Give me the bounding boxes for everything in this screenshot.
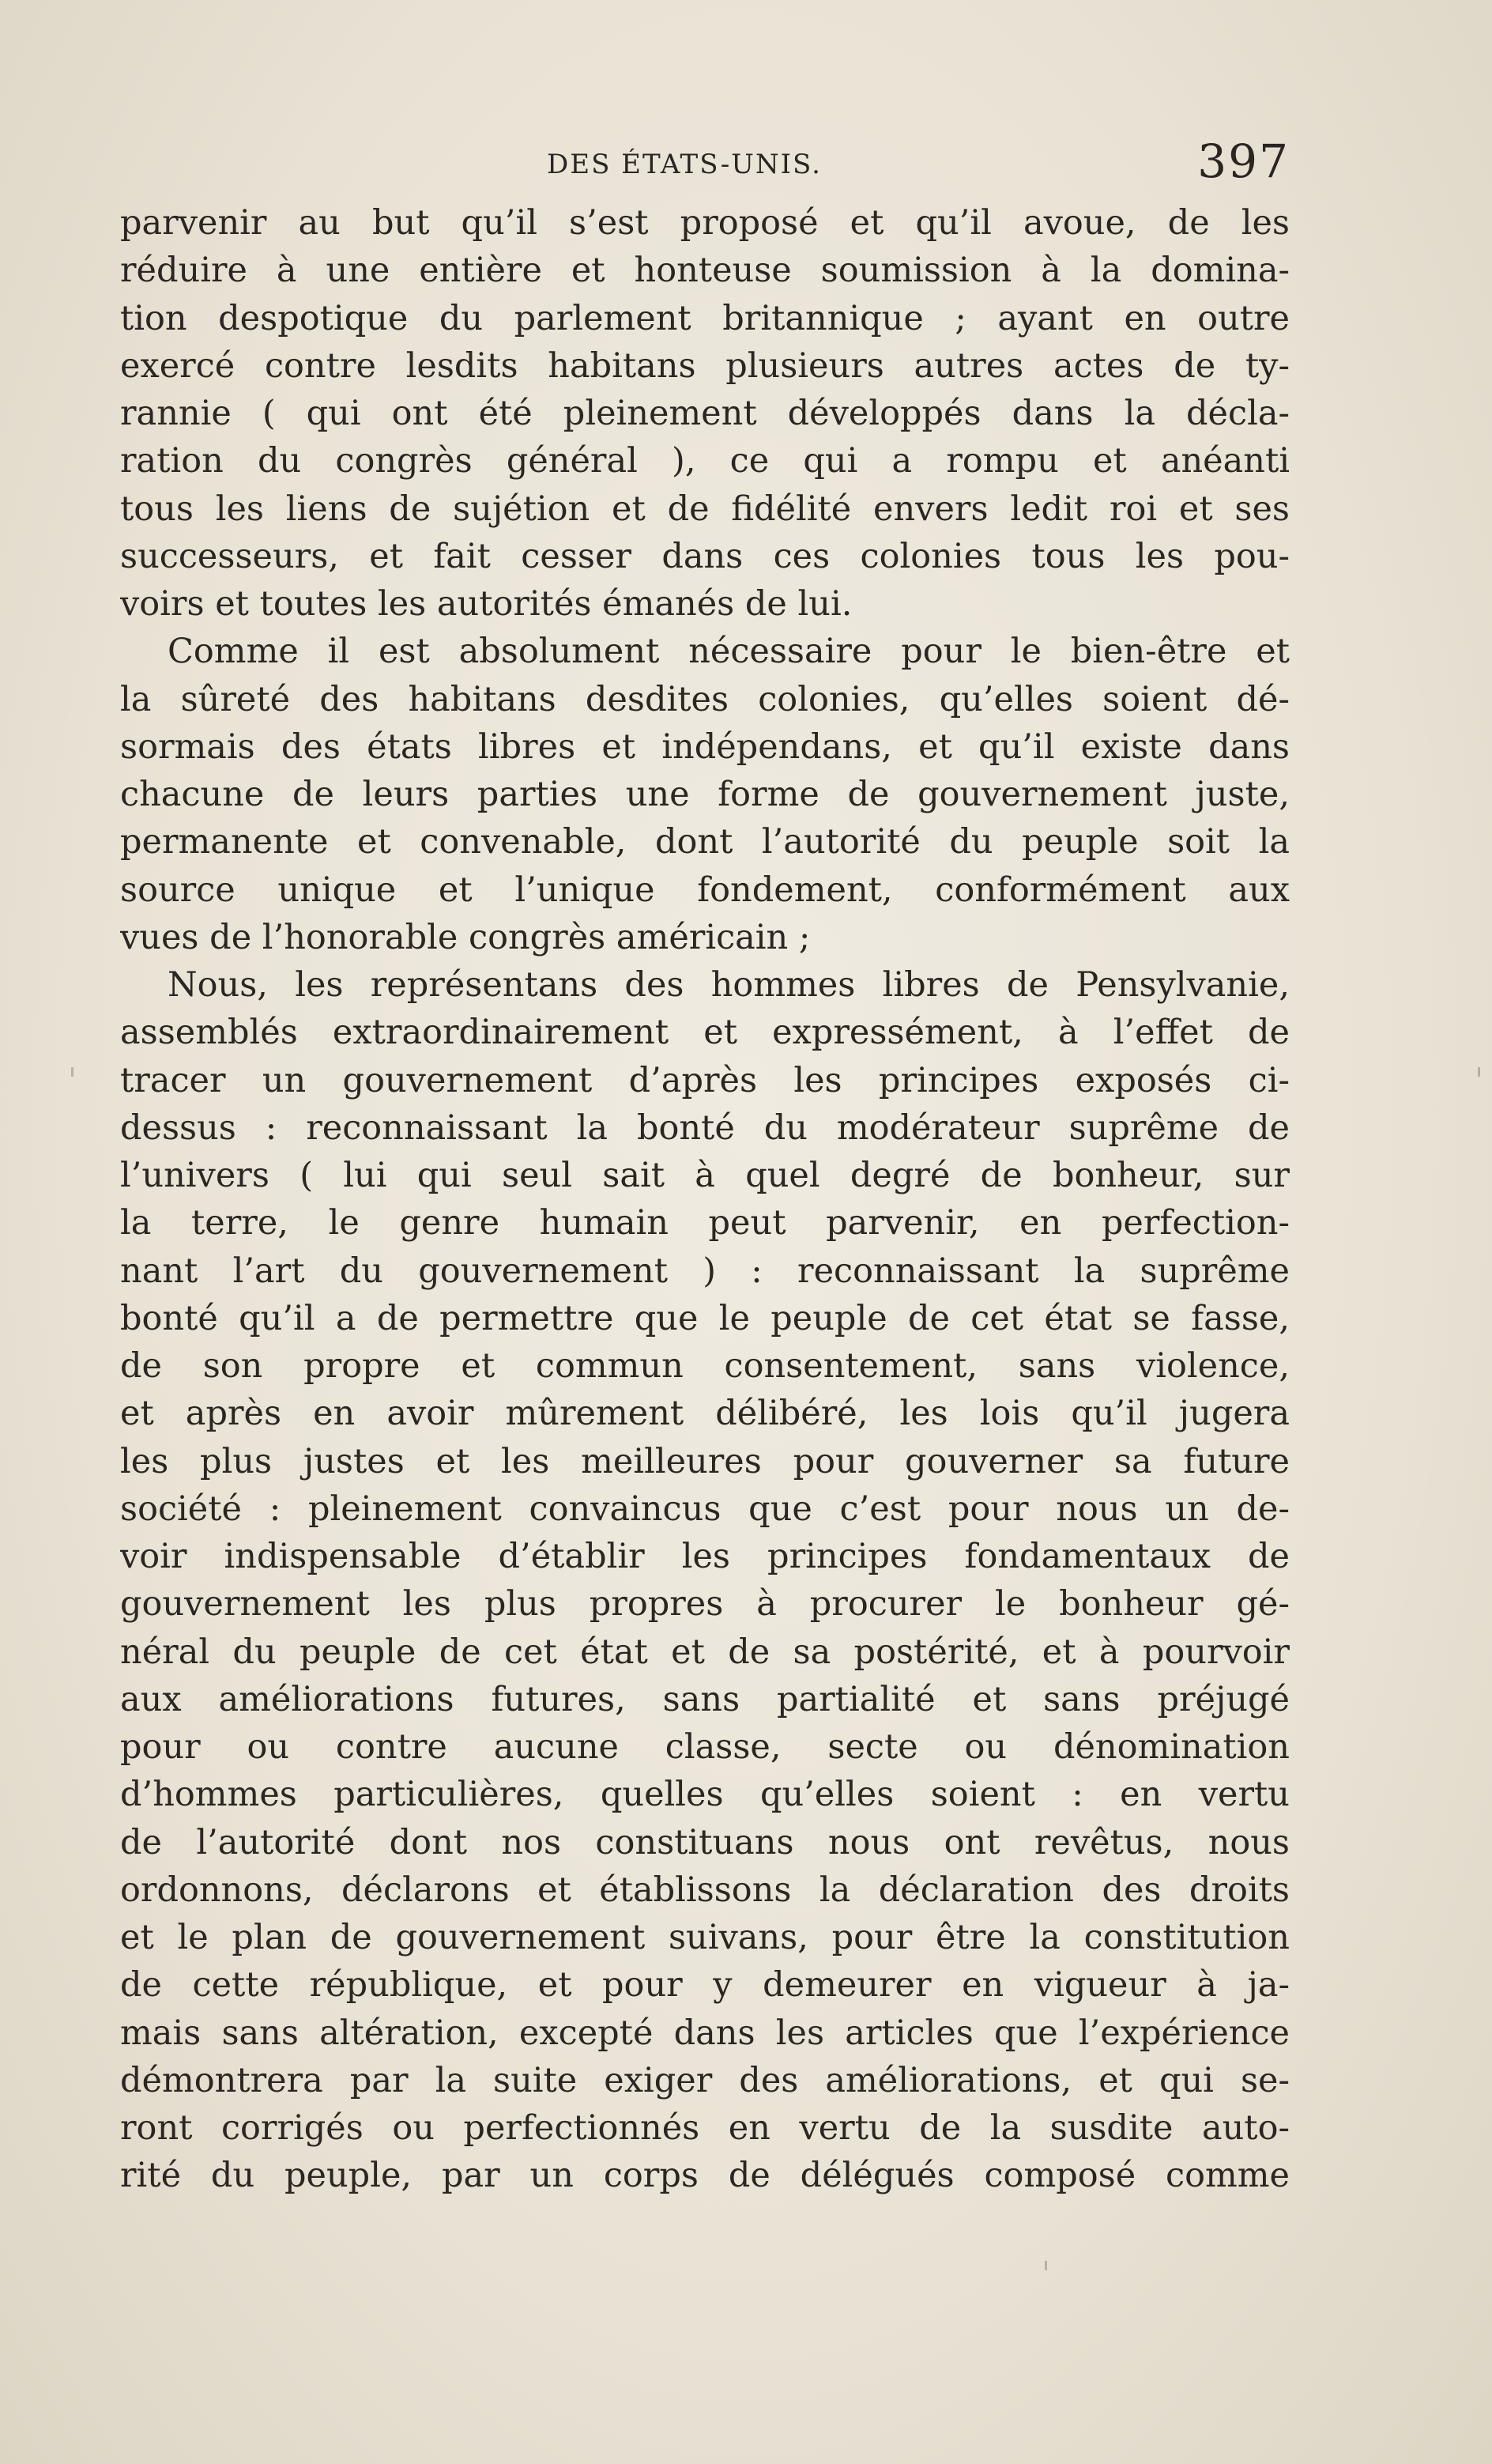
text-line: permanente et convenable, dont l’autorité du peuple soit la <box>120 822 1290 862</box>
text-line: ration du congrès général ), ce qui a rompu et anéanti <box>120 441 1290 481</box>
text-line: de son propre et commun consentement, sans violence, <box>120 1346 1290 1386</box>
text-line: la sûreté des habitans desdites colonies, qu’elles soient dé- <box>120 679 1290 719</box>
text-line: d’hommes particulières, quelles qu’elles soient : en vertu <box>120 1775 1290 1815</box>
text-line: aux améliorations futures, sans partialité et sans préjugé <box>120 1679 1290 1719</box>
text-line: sormais des états libres et indépendans, et qu’il existe dans <box>120 726 1290 767</box>
text-line: tion despotique du parlement britannique ; ayant en outre <box>120 298 1290 338</box>
text-line: assemblés extraordinairement et expressément, à l’effet de <box>120 1013 1290 1053</box>
text-line: ront corrigés ou perfectionnés en vertu de la susdite auto- <box>120 2108 1290 2148</box>
text-line: l’univers ( lui qui seul sait à quel degré de bonheur, sur <box>120 1156 1290 1195</box>
running-title: DES ÉTATS-UNIS. <box>547 149 822 180</box>
text-line: voirs et toutes les autorités émanés de lui. <box>120 584 853 624</box>
body-text <box>120 199 1290 2200</box>
paper-speck <box>71 1067 73 1077</box>
text-line: et le plan de gouvernement suivans, pour être la constitution <box>120 1918 1290 1957</box>
text-line: nant l’art du gouvernement ) : reconnaissant la suprême <box>120 1251 1290 1291</box>
text-line: société : pleinement convaincus que c’est pour nous un de- <box>120 1489 1290 1529</box>
text-line: exercé contre lesdits habitans plusieurs autres actes de ty- <box>120 345 1290 386</box>
text-line: les plus justes et les meilleures pour gouverner sa future <box>120 1441 1290 1481</box>
text-line: réduire à une entière et honteuse soumission à la domina- <box>120 251 1290 291</box>
text-line: démontrera par la suite exiger des améliorations, et qui se- <box>120 2060 1290 2100</box>
text-line: de l’autorité dont nos constituans nous ont revêtus, nous <box>120 1822 1290 1862</box>
page-header <box>120 134 1290 198</box>
text-line: tracer un gouvernement d’après les principes exposés ci- <box>120 1060 1290 1100</box>
text-line: vues de l’honorable congrès américain ; <box>120 917 811 957</box>
text-line: chacune de leurs parties une forme de gouvernement juste, <box>120 775 1290 814</box>
page-number: 397 <box>1197 134 1290 188</box>
paper-speck <box>1045 2261 1047 2270</box>
text-line: pour ou contre aucune classe, secte ou dénomination <box>120 1727 1290 1767</box>
text-line: de cette république, et pour y demeurer en vigueur à ja- <box>120 1965 1290 2006</box>
text-line: tous les liens de sujétion et de fidélité envers ledit roi et ses <box>120 489 1290 529</box>
text-line: dessus : reconnaissant la bonté du modérateur suprême de <box>120 1107 1290 1148</box>
text-line: mais sans altération, excepté dans les articles que l’expérience <box>120 2013 1290 2053</box>
text-line: source unique et l’unique fondement, conformément aux <box>120 870 1290 910</box>
text-line: rité du peuple, par un corps de délégués composé comme <box>120 2156 1290 2196</box>
text-line: Comme il est absolument nécessaire pour le bien-être et <box>168 632 1290 672</box>
text-line: rannie ( qui ont été pleinement développés dans la décla- <box>120 394 1290 433</box>
text-line: bonté qu’il a de permettre que le peuple de cet état se fasse, <box>120 1298 1290 1338</box>
text-line: voir indispensable d’établir les principes fondamentaux de <box>120 1537 1290 1576</box>
text-line: successeurs, et fait cesser dans ces colonies tous les pou- <box>120 536 1290 576</box>
text-line: ordonnons, déclarons et établissons la déclaration des droits <box>120 1870 1290 1910</box>
text-line: la terre, le genre humain peut parvenir, en perfection- <box>120 1203 1290 1243</box>
text-line: parvenir au but qu’il s’est proposé et qu’il avoue, de les <box>120 203 1290 243</box>
text-line: gouvernement les plus propres à procurer le bonheur gé- <box>120 1584 1290 1624</box>
text-line: néral du peuple de cet état et de sa postérité, et à pourvoir <box>120 1632 1290 1672</box>
paper-speck <box>1478 1067 1480 1077</box>
text-line: et après en avoir mûrement délibéré, les lois qu’il jugera <box>120 1394 1290 1434</box>
text-line: Nous, les représentans des hommes libres de Pensylvanie, <box>168 965 1290 1005</box>
